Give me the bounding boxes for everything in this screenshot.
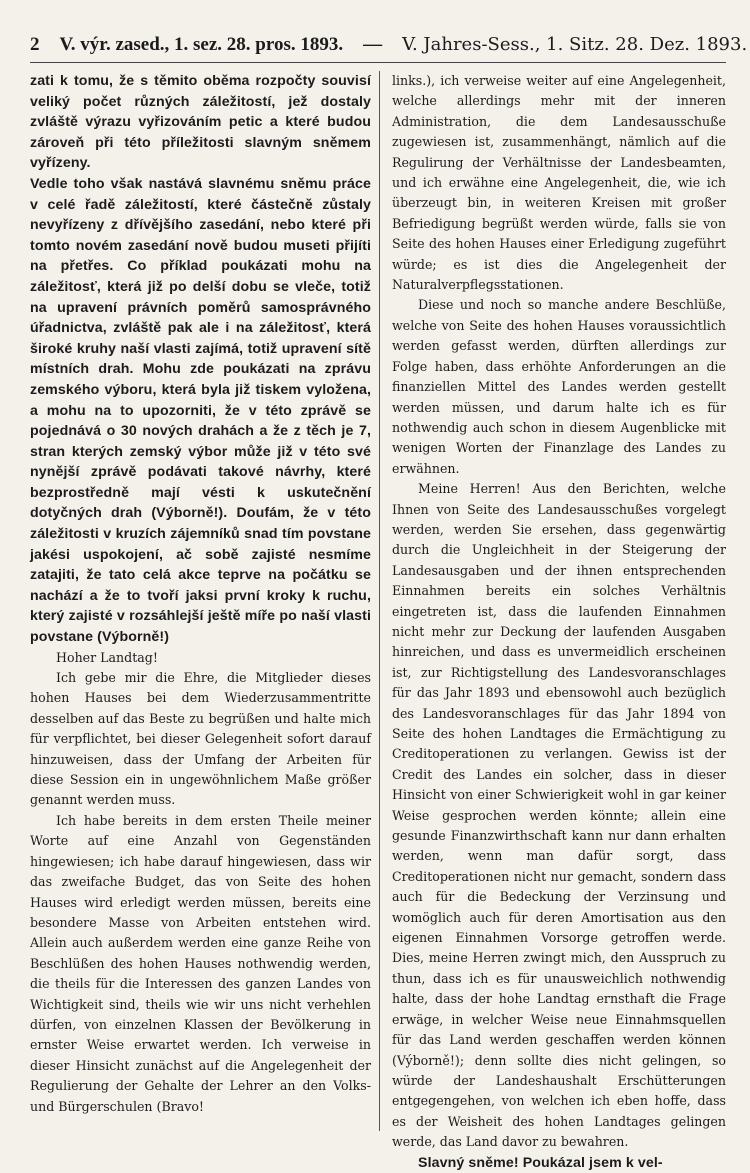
text-columns xyxy=(30,71,726,1171)
header-german-session: V. Jahres-Sess., 1. Sitz. 28. Dez. 1893. xyxy=(402,34,748,55)
page-header xyxy=(30,34,748,63)
czech-paragraph: zati k tomu, že s těmito oběma rozpočty souvisí veliký počet různých záležitostí, jež dostaly zvláště výrazu vyřizováním petic a které budou zároveň při této příležitosti slavným sněmem vyřízeny. xyxy=(30,73,371,172)
german-salutation: Hoher Landtag! xyxy=(56,649,158,665)
czech-paragraph: Slavný sněme! Poukázal jsem k vel- xyxy=(418,1154,663,1171)
german-paragraph: Diese und noch so manche andere Beschlüße, welche von Seite des hohen Hauses voraussichtlich werden gefasst werden, dürften allerdings zur Folge haben, dass erhöhte Anforderungen an die finanziellen Mittel des Landes werden gestellt werden müssen, und darum halte ich es für nothwendig auch schon in diesem Augenblicke mit wenigen Worten der Finanzlage des Landes zu erwähnen. xyxy=(392,297,726,476)
page-number: 2 xyxy=(30,34,40,55)
left-column xyxy=(30,71,380,1131)
german-paragraph: Meine Herren! Aus den Berichten, welche Ihnen von Seite des Landesausschußes vorgelegt werden, werden Sie ersehen, dass gegenwärtig durch die Ungleichheit in der Steigerung der Landesausgaben und der ihnen entsprechenden Einnahmen bereits ein solches Verhältnis eingetreten ist, dass die laufenden Einnahmen nicht mehr zur Deckung der laufenden Ausgaben hinreichen, und dass es unvermeidlich erscheinen ist, zur Richtigstellung des Landesvoranschlages für das Jahr 1893 und ebensowohl auch bezüglich des Landesvoranschlages für das Jahr 1894 von Seite des hohen Landtages die Ermächtigung zu Creditoperationen zu verlangen. Gewiss ist der Credit des Landes ein solcher, dass in dieser Hinsicht von einer Schwierigkeit wohl in gar keiner Weise gesprochen werden könnte; allein eine gesunde Finanzwirthschaft kann nur dann erhalten werden, wenn man dafür sorgt, dass Creditoperationen nicht nur gemacht, sondern dass auch für die Bedeckung der Verzinsung und womöglich auch für deren Amortisation aus den eigenen Einnahmen Vorsorge getroffen werde. Dies, meine Herren zwingt mich, den Ausspruch zu thun, dass ich es für unausweichlich nothwendig halte, dass der hohe Landtag ernsthaft die Frage erwäge, in welcher Weise neue Einnahmsquellen für das Land werden geschaffen werden können (Výborně!); denn sollte dies nicht gelingen, so würde der Landeshaushalt Erschütterungen entgegengehen, von welchen ich eben hoffe, dass es der Weisheit des hohen Landtages gelingen werde, das Land davor zu bewahren. xyxy=(392,481,726,1150)
german-paragraph: Ich gebe mir die Ehre, die Mitglieder dieses hohen Hauses bei dem Wiederzusammentritte desselben auf das Beste zu begrüßen und halte mich für verpflichtet, bei dieser Gelegenheit sofort darauf hinzuweisen, dass der Umfang der Arbeiten für diese Session ein in ungewöhnlichem Maße größer genannt werden muss. xyxy=(30,670,371,808)
german-paragraph: Ich habe bereits in dem ersten Theile meiner Worte auf eine Anzahl von Gegenständen hingewiesen; ich habe darauf hingewiesen, dass wir das zweifache Budget, das von Seite des hohen Hauses wird erledigt werden müssen, bereits eine besondere Masse von Arbeiten entstehen wird. Allein auch außerdem werden eine ganze Reihe von Beschlüßen des hohen Hauses nothwendig werden, die theils für die Interessen des ganzen Landes von Wichtigkeit sind, theils wie wir uns nicht verhehlen dürfen, von einzelnen Klassen der Bevölkerung in ernster Weise erwartet werden. Ich verweise in dieser Hinsicht zunächst auf die Angelegenheit der Regulierung der Gehalte der Lehrer an den Volks- und Bürgerschulen (Bravo! xyxy=(30,812,371,1114)
right-column xyxy=(380,71,726,1171)
header-czech-session: V. výr. zased., 1. sez. 28. pros. 1893. xyxy=(59,34,344,55)
header-separator: — xyxy=(363,34,383,55)
czech-paragraph: Vedle toho však nastává slavnému sněmu práce v celé řadě záležitostí, které částečně zůstaly nevyřízeny z dřívějšího zasedání, nebo které při tomto novém zasedání nově budou museti přijíti na přetřes. Co příklad poukázati mohu na záležitosť, která již po delší dobu se vleče, totiž na upravení právních poměrů samosprávného úřadnictva, zvláště pak ale i na záležitosť, která široké kruhy naší vlasti zajímá, totiž upravení sítě místních drah. Mohu zde poukázati na zprávu zemského výboru, která byla již tiskem vyložena, a mohu na to upozorniti, že v této zprávě se pojednává o 30 nových drahách a že z těch je 7, stran kterých zemský výbor může již v této své nynější zprávě podávati takové návrhy, které bezprostředně mají vésti k uskutečnění dotyčných drah (Výborně!). Doufám, že v této záležitosti v kruzích zájemníků snad tím povstane jakési uspokojení, ač sobě zajisté nesmíme zatajiti, že tato celá akce teprve na počátku se nachází a že to tvoří jaksi první kroky k ruchu, který zajisté v rozsáhlejší ještě míře po naší vlasti povstane (Výborně!) xyxy=(30,175,371,646)
german-paragraph: links.), ich verweise weiter auf eine Angelegenheit, welche allerdings mehr mit der inneren Administration, die dem Landesausschuße zugewiesen ist, zusammenhängt, nämlich auf die Regulirung der Verhältnisse der Landesbeamten, und ich erwähne eine Angelegenheit, die, wie ich überzeugt bin, in weiteren Kreisen mit großer Befriedigung begrüßt werden würde, falls sie von Seite des hohen Hauses einer Erledigung zugeführt würde; es ist dies die Angelegenheit der Naturalverpflegsstationen. xyxy=(392,73,726,293)
